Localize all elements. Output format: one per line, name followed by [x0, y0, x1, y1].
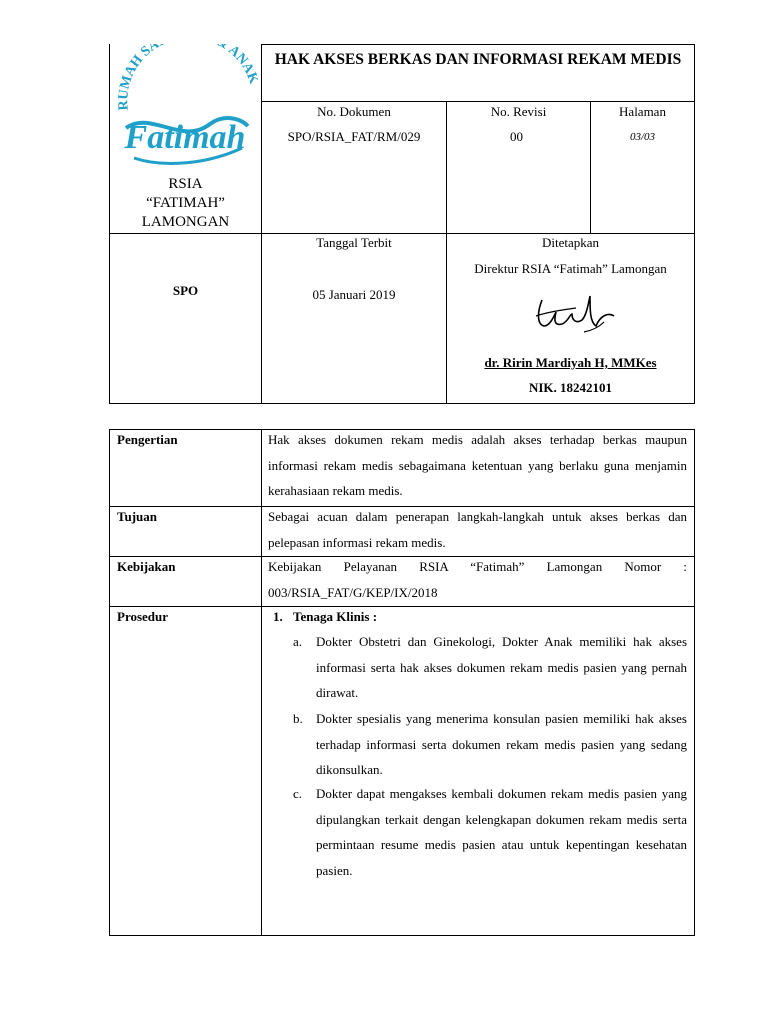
approved-by: Direktur RSIA “Fatimah” Lamongan: [474, 261, 667, 276]
body-border-bottom: [109, 935, 695, 936]
header-border-top: [261, 44, 695, 45]
document-type: SPO: [172, 283, 199, 298]
doc-number-label: No. Dokumen: [317, 104, 391, 119]
header-title-divider: [261, 101, 695, 102]
row-label-kebijakan: Kebijakan: [117, 559, 176, 574]
issue-date-label: Tanggal Terbit: [316, 235, 392, 250]
body-column-divider: [261, 429, 262, 936]
procedure-item-c: Dokter dapat mengakses kembali dokumen rekam medis pasien yang dipulangkan terkait dengan kelengkapan dokumen rekam medis serta permintaan resume medis pasien atau untuk kepentingan kesehatan pasien.: [316, 786, 687, 878]
revision-value: 00: [510, 129, 523, 144]
header-border-right: [694, 44, 695, 404]
logo-wordmark: Fatimah: [124, 119, 246, 156]
body-row-divider-3: [109, 606, 695, 607]
org-line-2: “FATIMAH”: [146, 195, 225, 211]
org-line-1: RSIA: [168, 176, 203, 192]
row-text-pengertian: Hak akses dokumen rekam medis adalah akses terhadap berkas maupun informasi rekam medis sebagaimana ketentuan yang berlaku guna menjamin kerahasiaan rekam medis.: [268, 432, 687, 498]
header-border-bottom: [109, 403, 695, 404]
signatory-nik: NIK. 18242101: [528, 380, 613, 395]
logo-graphic: [112, 44, 258, 174]
body-border-right: [694, 429, 695, 936]
procedure-item-c-letter: c.: [293, 786, 303, 801]
director-signature: [528, 286, 618, 342]
approved-label: Ditetapkan: [541, 235, 600, 250]
page-label: Halaman: [619, 104, 666, 119]
procedure-item-b: Dokter spesialis yang menerima konsulan pasien memiliki hak akses terhadap informasi serta dokumen rekam medis pasien yang sedang dikonsulkan.: [316, 711, 687, 777]
row-label-pengertian: Pengertian: [117, 432, 178, 447]
org-line-3: LAMONGAN: [141, 214, 230, 230]
body-border-left: [109, 429, 110, 936]
page-value: 03/03: [629, 131, 656, 143]
row-label-tujuan: Tujuan: [117, 509, 157, 524]
row-text-tujuan: Sebagai acuan dalam penerapan langkah-langkah untuk akses berkas dan pelepasan informasi rekam medis.: [268, 509, 687, 550]
header-divider-main: [261, 44, 262, 404]
doc-number-value: SPO/RSIA_FAT/RM/029: [287, 129, 421, 144]
procedure-item-b-letter: b.: [293, 711, 303, 726]
procedure-heading-number: 1.: [273, 609, 283, 624]
header-divider-revisi: [590, 101, 591, 234]
hospital-logo: [112, 44, 258, 174]
issue-date-value: 05 Januari 2019: [312, 287, 396, 302]
logo-arc-text: RUMAH SA ANA: [116, 44, 257, 111]
row-text-kebijakan: Kebijakan Pelayanan RSIA “Fatimah” Lamongan Nomor : 003/RSIA_FAT/G/KEP/IX/2018: [268, 559, 687, 600]
header-mid-divider: [109, 233, 695, 234]
procedure-item-a-letter: a.: [293, 634, 303, 649]
header-divider-ditetapkan: [446, 233, 447, 404]
signatory-name: dr. Ririn Mardiyah H, MMKes: [484, 355, 657, 370]
row-label-prosedur: Prosedur: [117, 609, 169, 624]
procedure-heading: Tenaga Klinis :: [293, 609, 378, 624]
header-divider-docno: [446, 101, 447, 234]
procedure-item-a: Dokter Obstetri dan Ginekologi, Dokter Anak memiliki hak akses informasi serta hak akses dokumen rekam medis pasien yang pernah dirawat.: [316, 634, 687, 700]
organization-name: [110, 175, 261, 232]
document-title: HAK AKSES BERKAS DAN INFORMASI REKAM MEDIS: [274, 51, 682, 68]
signature-graphic: [528, 286, 618, 342]
revision-label: No. Revisi: [490, 104, 547, 119]
